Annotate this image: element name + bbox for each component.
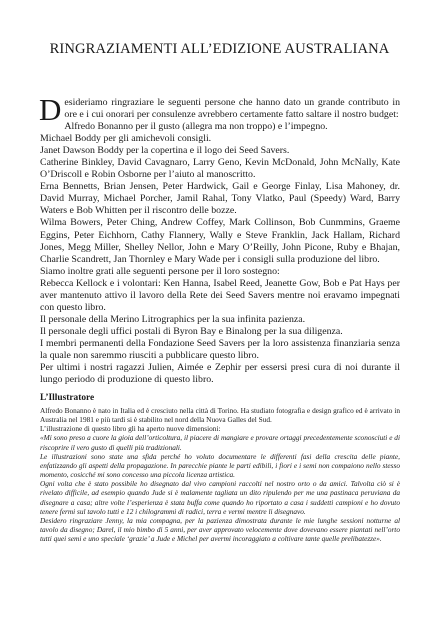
illustrator-quote: «Mi sono preso a cuore la gioia dell’orticoltura, il piacere di mangiare e provare ortaggi precedentemente sconosciuti e di riscoprire il vero gusto di quelli più tradizionali. xyxy=(40,433,400,452)
illustrator-quote: Le illustrazioni sono state una sfida perché ho voluto documentare le differenti fasi della crescita delle piante, enfatizzando gli aspetti della propagazione. In parecchie piante le parti edibili, i fiori e i semi non compaiono nello stesso momento, cosicché mi sono concesso una piccola licenza artistica. xyxy=(40,451,400,480)
ack-paragraph: Erna Bennetts, Brian Jensen, Peter Hardwick, Gail e George Finlay, Lisa Mahoney, dr. David Murray, Michael Porcher, Jamil Rahal, Tony Vlatko, Paul (Speedy) Ward, Barry Waters e Bob Whitten per il riscontro delle bozze. xyxy=(40,181,400,217)
ack-paragraph: Catherine Binkley, David Cavagnaro, Larry Geno, Kevin McDonald, John McNally, Kate O’Driscoll e Robin Osborne per l’aiuto al manoscritto. xyxy=(40,157,400,181)
ack-paragraph: Janet Dawson Boddy per la copertina e il logo dei Seed Savers. xyxy=(40,145,290,157)
ack-paragraph: Wilma Bowers, Peter Ching, Andrew Coffey, Mark Collinson, Bob Cunmmins, Graeme Eggins, Peter Eichhorn, Cathy Flannery, Wally e Steve Franklin, Jack Hallam, Richard Jones, Megg Miller, Shelley Nellor, John e Mary O’Reilly, John Picone, Ruby e Bhajan, Charlie Scandrett, Jan Thornley e Mary Wade per i consigli sulla produzione del libro. xyxy=(40,217,400,265)
ack-paragraph: Michael Boddy per gli amichevoli consigli. xyxy=(40,133,212,145)
illustrator-bio: L’illustrazione di questo libro gli ha aperto nuove dimensioni: xyxy=(40,424,221,434)
page-title: RINGRAZIAMENTI ALL’EDIZIONE AUSTRALIANA xyxy=(49,41,390,57)
ack-paragraph: Alfredo Bonanno per il gusto (allegra ma non troppo) e l’impegno. xyxy=(64,121,328,133)
illustrator-bio: Alfredo Bonanno è nato in Italia ed è cresciuto nella città di Torino. Ha studiato fotografia e design grafico ed è arrivato in Australia nel 1981 e più tardi si è stabilito nel nord della Nuova Galles del Sud. xyxy=(40,406,400,425)
illustrator-heading: L’Illustratore xyxy=(40,393,95,403)
ack-paragraph: Siamo inoltre grati alle seguenti persone per il loro sostegno: xyxy=(40,265,280,277)
illustrator-quote: Desidero ringraziare Jenny, la mia compagna, per la pazienza dimostrata durante le mie lunghe sessioni notturne al tavolo da disegno; Darel, il mio bimbo di 5 anni, per aver approvato velocemente dove dovevano essere piantati nell’orto tutti quei semi e uno speciale ‘grazie’ a Jude e Michel per avermi incoraggiato a coltivare tante quelle prelibatezze». xyxy=(40,515,400,544)
drop-cap: D xyxy=(39,92,62,127)
ack-paragraph: I membri permanenti della Fondazione Seed Savers per la loro assistenza finanziaria senza la quale non saremmo riusciti a pubblicare questo libro. xyxy=(40,337,400,361)
ack-paragraph: Rebecca Kellock e i volontari: Ken Hanna, Isabel Reed, Jeanette Gow, Bob e Pat Hays per aver mantenuto attivo il lavoro della Rete dei Seed Savers mentre noi eravamo impegnati con questo libro. xyxy=(40,277,400,313)
acknowledgements-body xyxy=(39,92,400,386)
ack-paragraph: Per ultimi i nostri ragazzi Julien, Aimée e Zephir per essersi presi cura di noi durante il lungo periodo di produzione di questo libro. xyxy=(40,362,400,386)
illustrator-quote: Ogni volta che è stato possibile ho disegnato dal vivo campioni raccolti nel nostro orto o da amici. Talvolta ciò si è rivelato difficile, ad esempio quando Jude si è malamente tagliata un dito ripulendo per me una pastinaca peruviana da disegnare a casa; altre volte l’esperienza è stata buffa come quando ho riportato a casa i suddetti campioni e ho dovuto tenere fermi sul tavolo tutti e 12 i chilogrammi di radici, terra e vermi mentre li disegnavo. xyxy=(40,479,400,516)
intro-text: esideriamo ringraziare le seguenti persone che hanno dato un grande contributo in ore e i cui onorari per consulenze avrebbero certamente fatto saltare il nostro budget: xyxy=(64,97,400,121)
illustrator-section xyxy=(40,393,400,543)
ack-paragraph: Il personale della Merino Litrographics per la sua infinita pazienza. xyxy=(40,313,306,325)
ack-paragraph: Il personale degli uffici postali di Byron Bay e Binalong per la sua diligenza. xyxy=(40,325,343,337)
